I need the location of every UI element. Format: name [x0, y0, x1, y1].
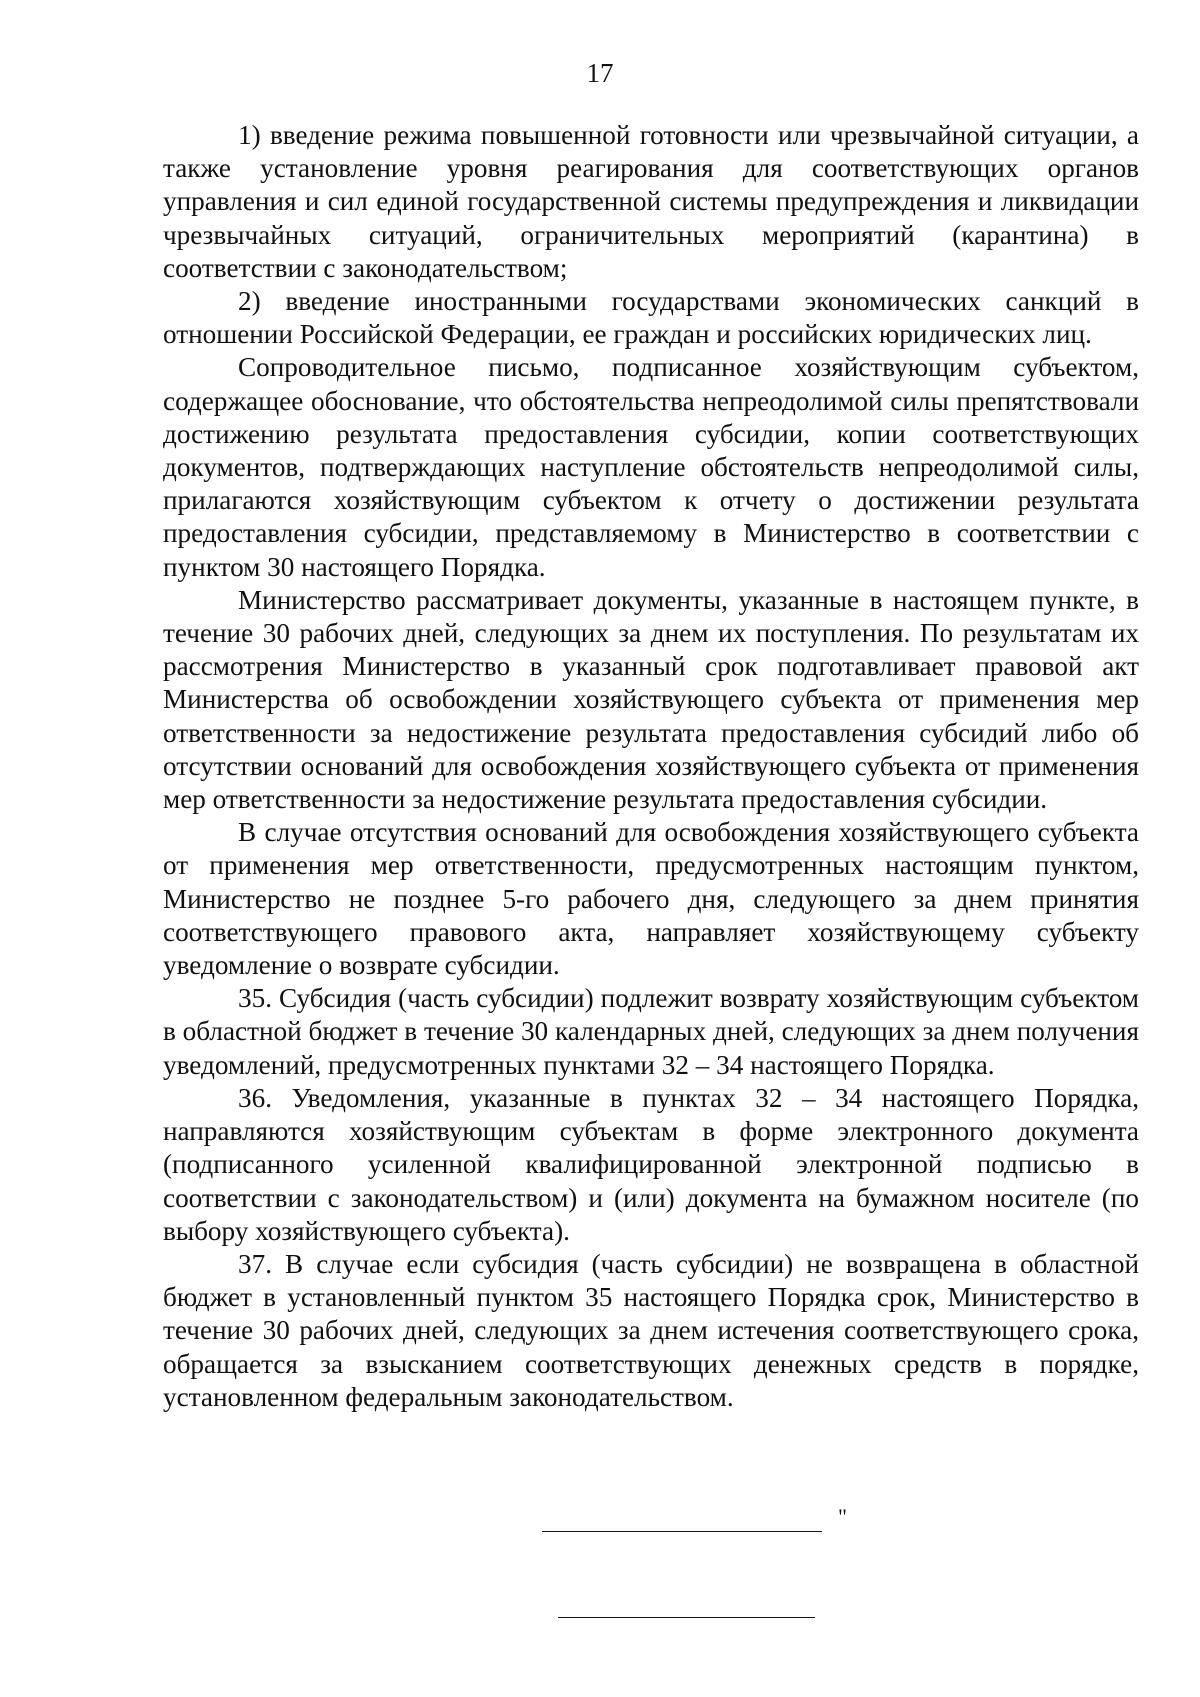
paragraph-item-2-sanctions: 2) введение иностранными государствами экономических санкций в отношении Российской Федерации, ее граждан и российских юридических лиц.	[163, 286, 1139, 350]
paragraph-ministry-review: Министерство рассматривает документы, указанные в настоящем пункте, в течение 30 рабочих дней, следующих за днем их поступления. По результатам их рассмотрения Министерство в указанный срок подготавливает правовой акт Министерства об освобождении хозяйствующего субъекта от применения мер ответственности за недостижение результата предоставления субсидий либо об отсутствии оснований для освобождения хозяйствующего субъекта от применения мер ответственности за недостижение результата предоставления субсидии.	[163, 584, 1139, 815]
paragraph-clause-36: 36. Уведомления, указанные в пунктах 32 – 34 настоящего Порядка, направляются хозяйствующим субъектам в форме электронного документа (подписанного усиленной квалифицированной электронной подписью в соответствии с законодательством) и (или) документа на бумажном носителе (по выбору хозяйствующего субъекта).	[163, 1082, 1139, 1246]
document-body	[163, 119, 1139, 1414]
closing-quote-mark: "	[838, 1504, 847, 1529]
paragraph-refund-notice: В случае отсутствия оснований для освобождения хозяйствующего субъекта от применения мер ответственности, предусмотренных настоящим пунктом, Министерство не позднее 5-го рабочего дня, следующего за днем принятия соответствующего правового акта, направляет хозяйствующему субъекту уведомление о возврате субсидии.	[163, 817, 1139, 981]
page-number: 17	[586, 58, 614, 88]
end-of-document-rule-line	[558, 1617, 815, 1618]
closing-rule-line	[542, 1531, 822, 1532]
paragraph-item-1-emergency-regime: 1) введение режима повышенной готовности или чрезвычайной ситуации, а также установление уровня реагирования для соответствующих органов управления и сил единой государственной системы предупреждения и ликвидации чрезвычайных ситуаций, ограничительных мероприятий (карантина) в соответствии с законодательством;	[163, 120, 1139, 283]
paragraph-clause-37: 37. В случае если субсидия (часть субсидии) не возвращена в областной бюджет в установленный пунктом 35 настоящего Порядка срок, Министерство в течение 30 рабочих дней, следующих за днем истечения соответствующего срока, обращается за взысканием соответствующих денежных средств в порядке, установленном федеральным законодательством.	[163, 1248, 1139, 1412]
paragraph-cover-letter: Сопроводительное письмо, подписанное хозяйствующим субъектом, содержащее обоснование, что обстоятельства непреодолимой силы препятствовали достижению результата предоставления субсидии, копии соответствующих документов, подтверждающих наступление обстоятельств непреодолимой силы, прилагаются хозяйствующим субъектом к отчету о достижении результата предоставления субсидии, представляемому в Министерство в соответствии с пунктом 30 настоящего Порядка.	[163, 352, 1139, 582]
paragraph-clause-35: 35. Субсидия (часть субсидии) подлежит возврату хозяйствующим субъектом в областной бюджет в течение 30 календарных дней, следующих за днем получения уведомлений, предусмотренных пунктами 32 – 34 настоящего Порядка.	[163, 983, 1139, 1080]
